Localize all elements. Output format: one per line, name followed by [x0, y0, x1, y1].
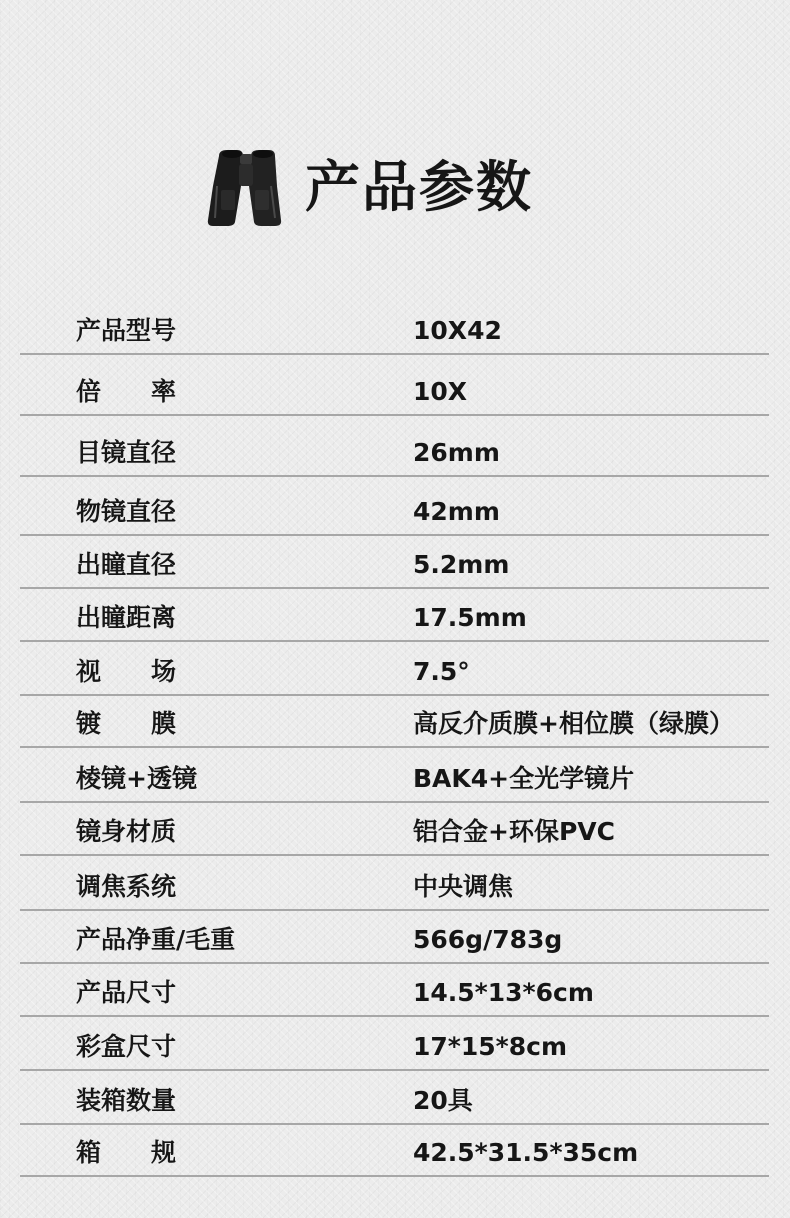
spec-row-packing-quantity: [20, 1071, 769, 1125]
spec-label: 箱 规: [76, 1138, 177, 1167]
spec-row-weight: [20, 911, 769, 964]
spec-row-field-of-view: [20, 642, 769, 696]
spec-row-exit-pupil-diameter: [20, 536, 769, 589]
spec-value: 42.5*31.5*35cm: [413, 1138, 639, 1167]
spec-label: 视 场: [76, 657, 177, 686]
spec-label: 产品净重/毛重: [76, 925, 236, 954]
spec-value: 14.5*13*6cm: [413, 978, 594, 1007]
spec-row-product-size: [20, 964, 769, 1017]
spec-label: 出瞳距离: [76, 603, 177, 632]
binoculars-icon: [205, 146, 283, 228]
header: [0, 140, 790, 240]
spec-row-exit-pupil-distance: [20, 589, 769, 642]
spec-value: 5.2mm: [413, 550, 510, 579]
spec-row-prism-lens: [20, 748, 769, 803]
spec-label: 镜身材质: [76, 817, 177, 846]
spec-row-magnification: [20, 355, 769, 416]
spec-label: 棱镜+透镜: [76, 764, 197, 793]
spec-label: 装箱数量: [76, 1086, 177, 1115]
spec-table: [20, 300, 769, 1176]
spec-value: 17.5mm: [413, 603, 527, 632]
spec-label: 出瞳直径: [76, 550, 177, 579]
spec-row-objective-diameter: [20, 477, 769, 536]
spec-row-eyepiece-diameter: [20, 416, 769, 477]
spec-value: 高反介质膜+相位膜（绿膜）: [413, 709, 734, 738]
spec-label: 倍 率: [76, 377, 177, 406]
spec-value: BAK4+全光学镜片: [413, 764, 635, 793]
spec-label: 产品型号: [76, 316, 177, 345]
spec-row-body-material: [20, 803, 769, 856]
spec-value: 20具: [413, 1086, 473, 1115]
spec-row-carton-size: [20, 1125, 769, 1177]
spec-value: 10X: [413, 377, 468, 406]
spec-value: 26mm: [413, 438, 500, 467]
spec-row-model: [20, 300, 769, 355]
spec-value: 中央调焦: [413, 872, 514, 901]
spec-row-focus-system: [20, 856, 769, 911]
spec-label: 彩盒尺寸: [76, 1032, 177, 1061]
spec-value: 7.5°: [413, 657, 470, 686]
spec-value: 42mm: [413, 497, 500, 526]
spec-row-coating: [20, 696, 769, 748]
spec-value: 566g/783g: [413, 925, 563, 954]
spec-value: 17*15*8cm: [413, 1032, 567, 1061]
spec-label: 镀 膜: [76, 709, 177, 738]
page-title: 产品参数: [305, 155, 534, 219]
spec-row-box-size: [20, 1017, 769, 1071]
spec-label: 物镜直径: [76, 497, 177, 526]
spec-label: 调焦系统: [76, 872, 177, 901]
spec-label: 产品尺寸: [76, 978, 177, 1007]
spec-label: 目镜直径: [76, 438, 177, 467]
spec-value: 10X42: [413, 316, 502, 345]
spec-value: 铝合金+环保PVC: [413, 817, 615, 846]
